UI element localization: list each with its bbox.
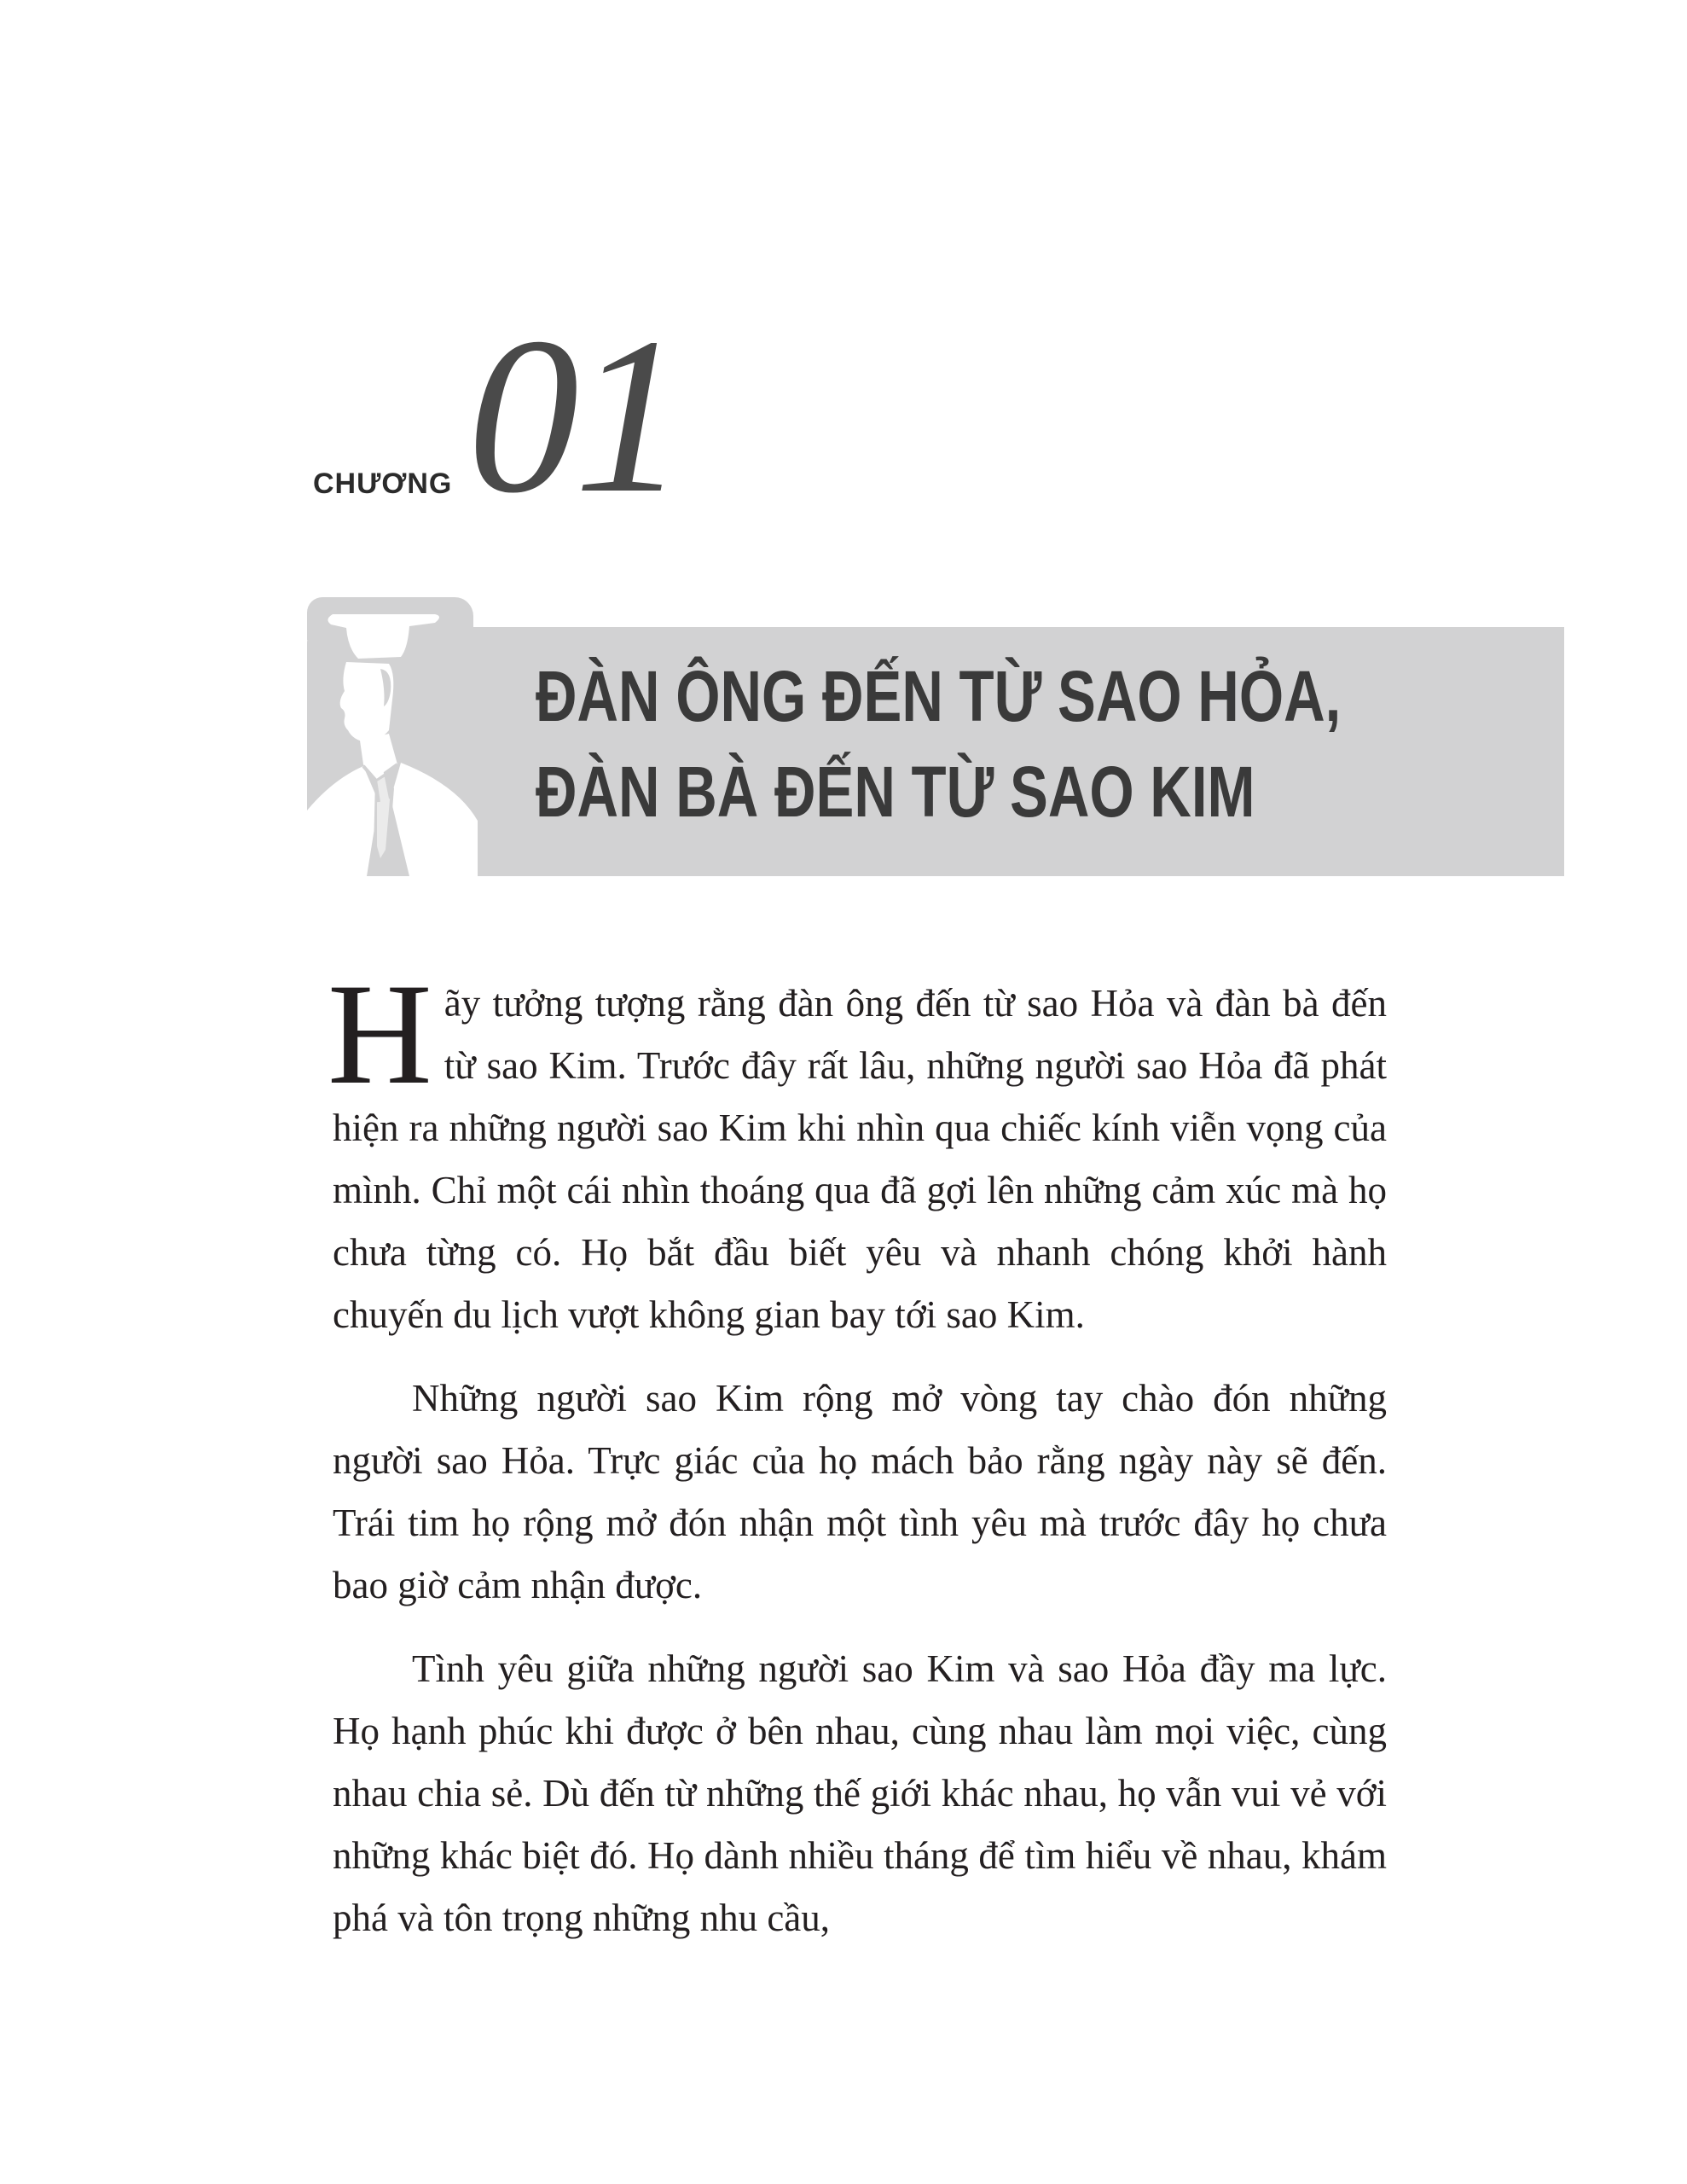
body-text (328, 954, 1387, 1971)
paragraph-1 (328, 954, 1387, 1346)
chapter-title-line-1: ĐÀN ÔNG ĐẾN TỪ SAO HỎA, (536, 656, 1342, 736)
paragraph-1-text: ãy tưởng tượng rằng đàn ông đến từ sao Hỏa và đàn bà đến từ sao Kim. Trước đây rất lâu, những người sao Hỏa đã phát hiện ra những người sao Kim khi nhìn qua chiếc kính viễn vọng của mình. Chỉ một cái nhìn thoáng qua đã gợi lên những cảm xúc mà họ chưa từng có. Họ bắt đầu biết yêu và nhanh chóng khởi hành chuyến du lịch vượt không gian bay tới sao Kim. (333, 982, 1387, 1336)
chapter-title (536, 648, 1348, 839)
chapter-label: CHƯƠNG (313, 468, 453, 500)
paragraph-3: Tình yêu giữa những người sao Kim và sao Hỏa đầy ma lực. Họ hạnh phúc khi được ở bên nhau, cùng nhau làm mọi việc, cùng nhau chia sẻ. Dù đến từ những thế giới khác nhau, họ vẫn vui vẻ với những khác biệt đó. Họ dành nhiều tháng để tìm hiểu về nhau, khám phá và tôn trọng những nhu cầu, (333, 1647, 1387, 1939)
chapter-number: 01 (467, 292, 681, 539)
man-in-hat-silhouette-icon (307, 597, 478, 876)
chapter-title-line-2: ĐÀN BÀ ĐẾN TỪ SAO KIM (536, 752, 1255, 832)
drop-cap: H (328, 954, 432, 1114)
paragraph-2: Những người sao Kim rộng mở vòng tay chào đón những người sao Hỏa. Trực giác của họ mách bảo rằng ngày này sẽ đến. Trái tim họ rộng mở đón nhận một tình yêu mà trước đây họ chưa bao giờ cảm nhận được. (333, 1377, 1387, 1606)
